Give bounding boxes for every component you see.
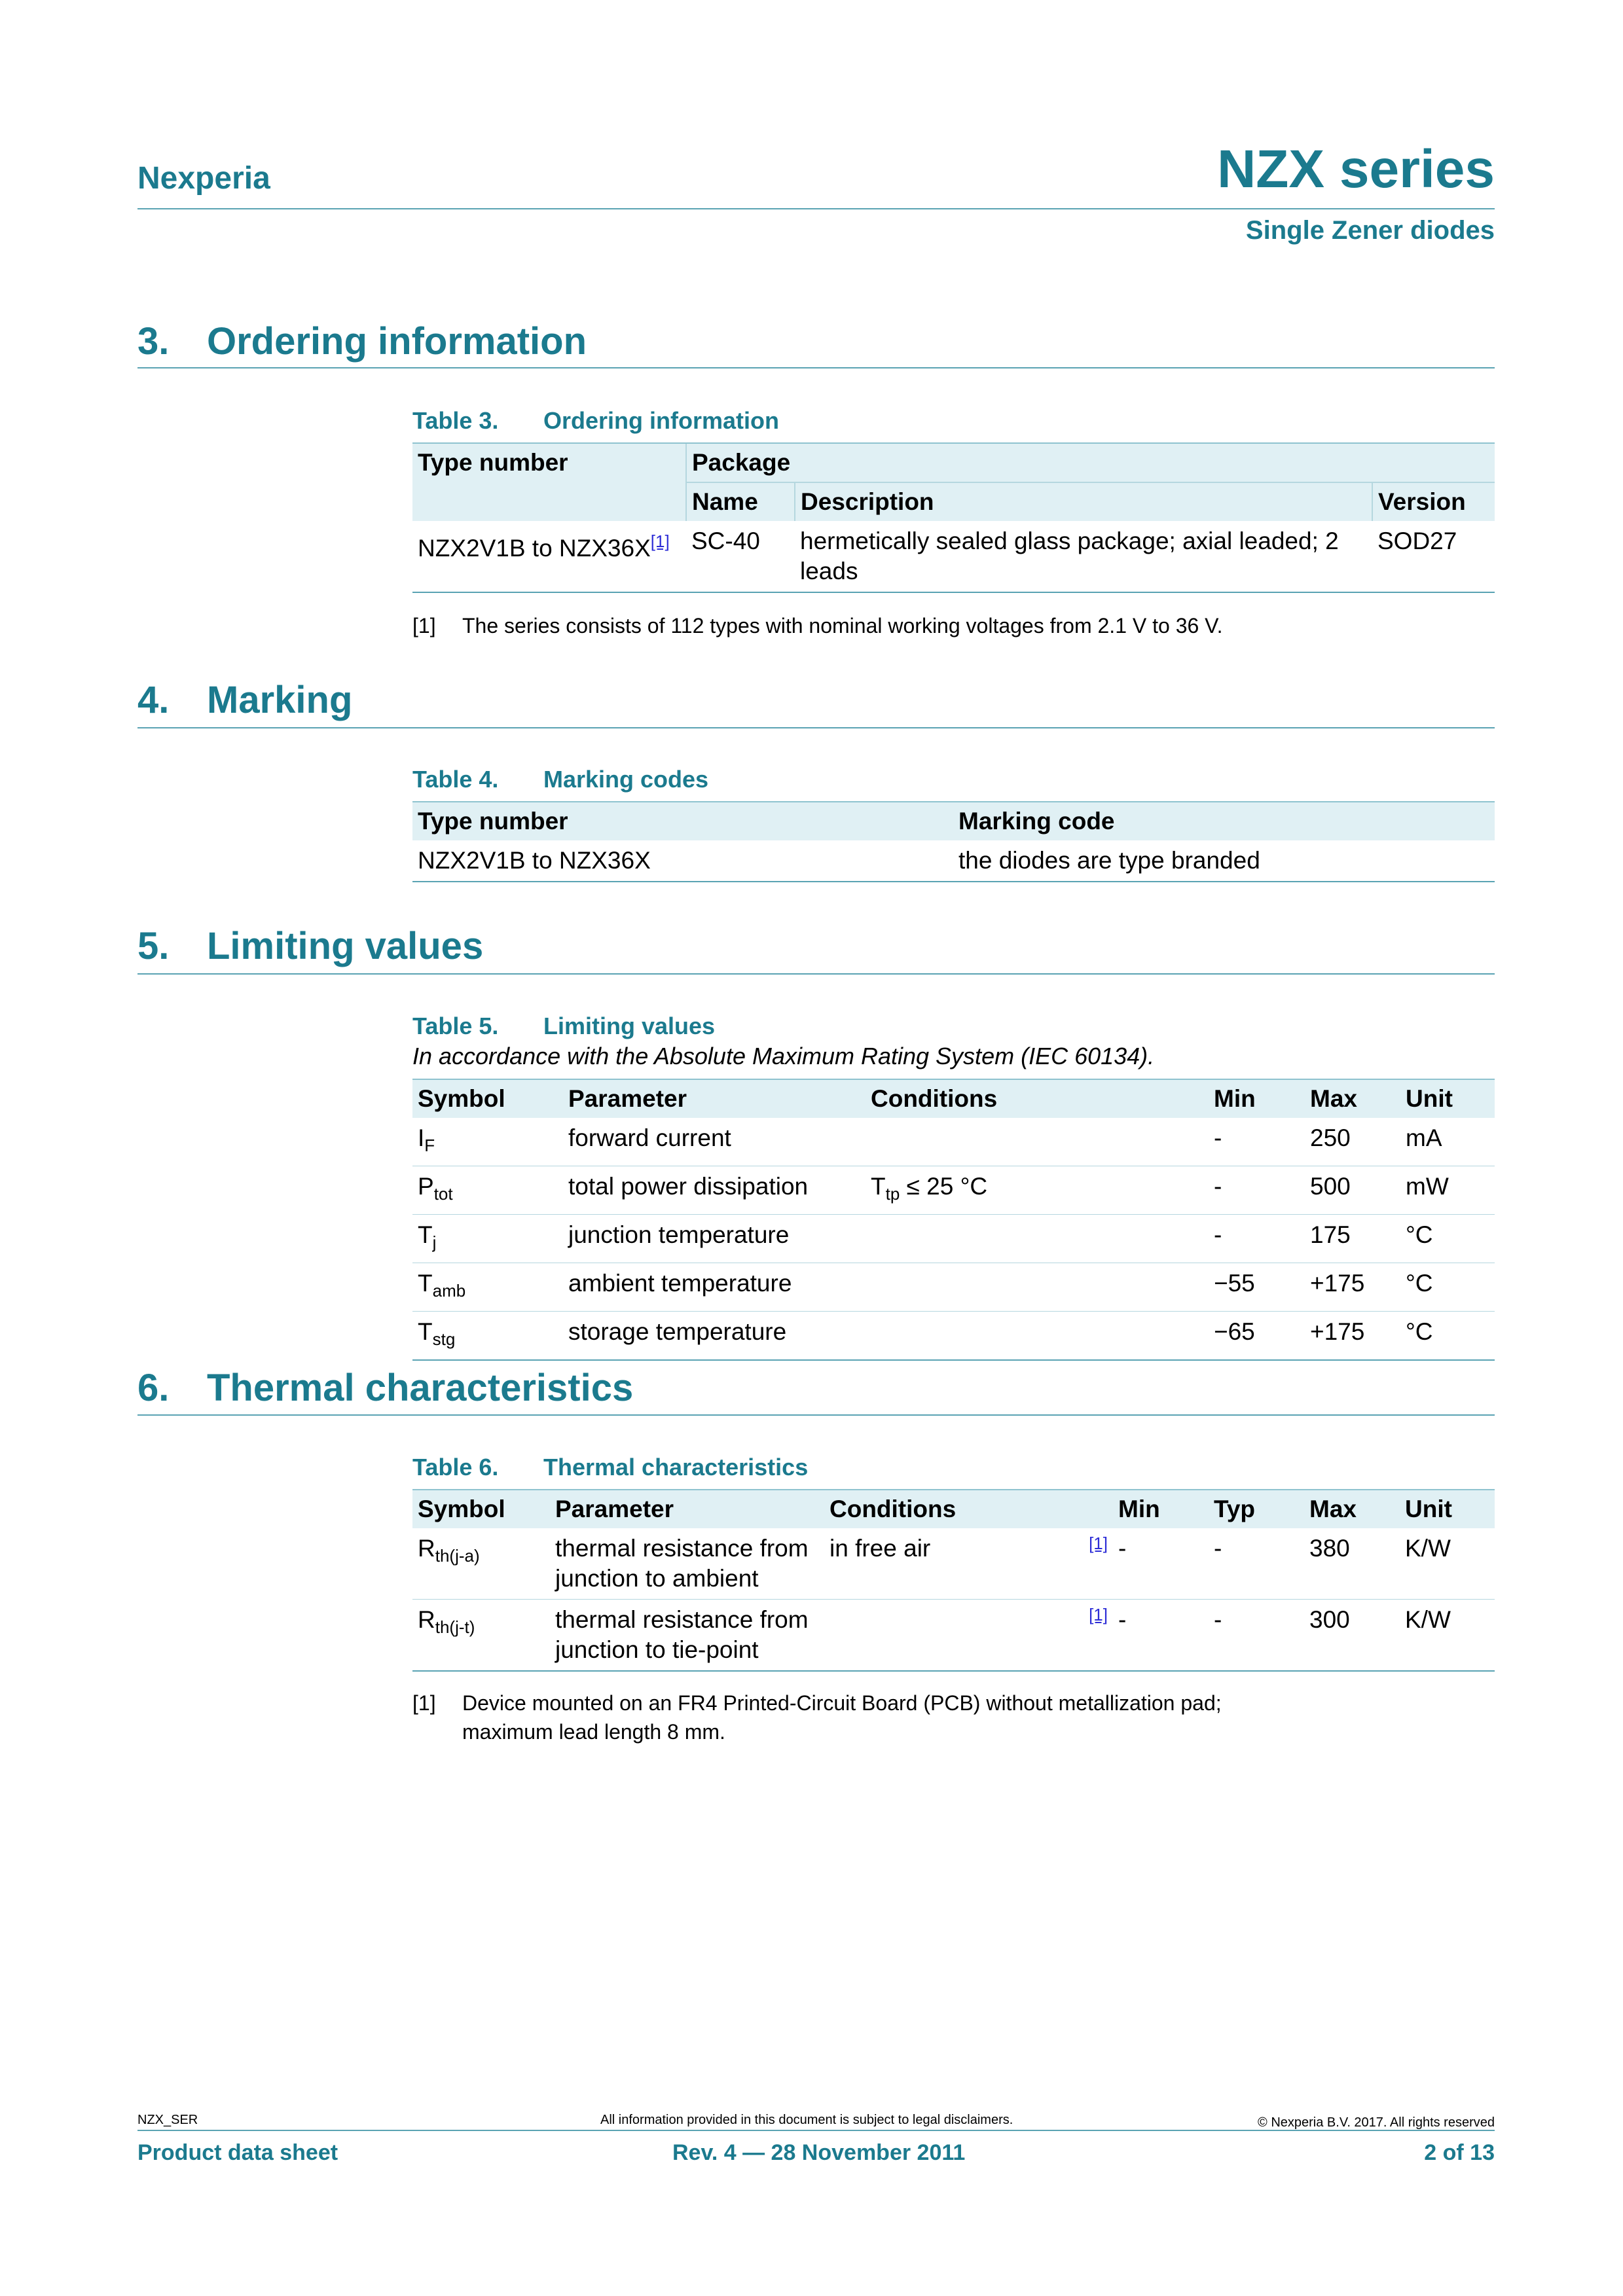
condition-symbol: T <box>871 1173 886 1200</box>
table-row <box>412 1215 1495 1263</box>
min-cell: −65 <box>1209 1312 1305 1361</box>
table-caption <box>412 1013 715 1040</box>
max-cell: 500 <box>1305 1166 1400 1215</box>
parameter-cell: ambient temperature <box>563 1263 866 1312</box>
column-header: Type number <box>412 802 953 840</box>
unit-cell: mA <box>1400 1118 1495 1166</box>
table-number: Table 6. <box>412 1454 499 1480</box>
column-header: Symbol <box>412 1490 550 1528</box>
column-header: Symbol <box>412 1079 563 1118</box>
symbol-subscript: tot <box>433 1184 453 1204</box>
max-cell: 175 <box>1305 1215 1400 1263</box>
unit-cell: K/W <box>1400 1600 1495 1672</box>
section-limiting-values <box>137 924 483 968</box>
symbol-letter: P <box>418 1173 434 1200</box>
symbol-subscript: stg <box>432 1329 456 1349</box>
section-thermal-characteristics <box>137 1366 633 1410</box>
typ-cell: - <box>1209 1528 1304 1600</box>
section-rule <box>137 973 1495 975</box>
conditions-cell <box>866 1312 1209 1361</box>
parameter-cell: thermal resistance from junction to ambient <box>550 1528 824 1600</box>
table-cell: SC-40 <box>686 521 795 592</box>
footnote-link[interactable]: [1] <box>1089 1534 1108 1553</box>
symbol-cell <box>412 1166 563 1215</box>
table-row <box>412 1312 1495 1361</box>
max-cell: 250 <box>1305 1118 1400 1166</box>
column-header: Typ <box>1209 1490 1304 1528</box>
max-cell: +175 <box>1305 1312 1400 1361</box>
unit-cell: °C <box>1400 1263 1495 1312</box>
table-number: Table 4. <box>412 766 499 793</box>
marking-codes-table <box>412 801 1495 882</box>
section-number: 4. <box>137 679 170 721</box>
table-row <box>412 1263 1495 1312</box>
table-row <box>412 1166 1495 1215</box>
symbol-cell <box>412 1312 563 1361</box>
section-title: Thermal characteristics <box>207 1367 634 1409</box>
column-header: Parameter <box>563 1079 866 1118</box>
section-ordering-information <box>137 319 587 363</box>
table-caption-text: Ordering information <box>543 407 779 434</box>
parameter-cell: junction temperature <box>563 1215 866 1263</box>
table-caption <box>412 766 708 793</box>
condition-value: ≤ 25 °C <box>900 1173 988 1200</box>
section-title: Marking <box>207 679 353 721</box>
symbol-cell <box>412 1263 563 1312</box>
ordering-information-table <box>412 442 1495 593</box>
document-subtitle: Single Zener diodes <box>1245 216 1495 245</box>
type-number-value: NZX2V1B to NZX36X <box>418 535 651 562</box>
table-cell: SOD27 <box>1372 521 1495 592</box>
table-number: Table 5. <box>412 1013 499 1039</box>
symbol-cell <box>412 1215 563 1263</box>
column-header: Description <box>795 482 1372 521</box>
column-header: Max <box>1304 1490 1400 1528</box>
footer-disclaimer: All information provided in this document is subject to legal disclaimers. <box>600 2113 1013 2127</box>
section-title: Limiting values <box>207 925 484 967</box>
table-row <box>412 521 1495 592</box>
section-rule <box>137 1414 1495 1416</box>
parameter-cell: forward current <box>563 1118 866 1166</box>
table-number: Table 3. <box>412 407 499 434</box>
conditions-cell <box>824 1528 1113 1600</box>
symbol-subscript: j <box>432 1232 437 1252</box>
min-cell: - <box>1209 1215 1305 1263</box>
column-header: Marking code <box>953 802 1495 840</box>
symbol-letter: R <box>418 1606 435 1633</box>
symbol-subscript: amb <box>432 1281 466 1300</box>
table-footnote <box>412 1689 1281 1746</box>
table-row <box>412 1600 1495 1672</box>
conditions-cell <box>866 1118 1209 1166</box>
min-cell: - <box>1113 1528 1209 1600</box>
table-cell <box>412 521 686 592</box>
table-caption <box>412 1454 808 1481</box>
table-subcaption: In accordance with the Absolute Maximum Rating System (IEC 60134). <box>412 1043 1155 1069</box>
section-marking <box>137 678 352 722</box>
symbol-subscript: th(j-t) <box>435 1617 475 1637</box>
conditions-cell <box>824 1600 1113 1672</box>
column-header: Max <box>1305 1079 1400 1118</box>
table-caption-text: Thermal characteristics <box>543 1454 809 1480</box>
column-header: Unit <box>1400 1079 1495 1118</box>
limiting-values-table <box>412 1079 1495 1361</box>
conditions-cell <box>866 1263 1209 1312</box>
symbol-letter: T <box>418 1221 433 1248</box>
column-header: Conditions <box>866 1079 1209 1118</box>
footnote-link[interactable]: [1] <box>1089 1605 1108 1624</box>
parameter-cell: thermal resistance from junction to tie-point <box>550 1600 824 1672</box>
symbol-cell <box>412 1528 550 1600</box>
table-cell: NZX2V1B to NZX36X <box>412 840 953 882</box>
footer-rule <box>137 2130 1495 2131</box>
footnote-key: [1] <box>412 614 436 637</box>
thermal-characteristics-table <box>412 1489 1495 1672</box>
table-footnote <box>412 611 1281 640</box>
condition-value: in free air <box>830 1535 931 1562</box>
max-cell: 300 <box>1304 1600 1400 1672</box>
footnote-text: The series consists of 112 types with nominal working voltages from 2.1 V to 36 V. <box>462 614 1223 637</box>
column-header: Min <box>1209 1079 1305 1118</box>
column-header: Conditions <box>824 1490 1113 1528</box>
table-row <box>412 840 1495 882</box>
table-row <box>412 1528 1495 1600</box>
max-cell: 380 <box>1304 1528 1400 1600</box>
symbol-letter: I <box>418 1124 425 1151</box>
conditions-cell <box>866 1215 1209 1263</box>
typ-cell: - <box>1209 1600 1304 1672</box>
table-row <box>412 1118 1495 1166</box>
max-cell: +175 <box>1305 1263 1400 1312</box>
section-number: 6. <box>137 1367 170 1409</box>
min-cell: - <box>1209 1118 1305 1166</box>
section-rule <box>137 367 1495 368</box>
column-header: Min <box>1113 1490 1209 1528</box>
symbol-letter: T <box>418 1270 433 1297</box>
table-cell: the diodes are type branded <box>953 840 1495 882</box>
footnote-text: Device mounted on an FR4 Printed-Circuit Board (PCB) without metallization pad; maximum lead length 8 mm. <box>462 1691 1222 1744</box>
section-number: 5. <box>137 925 170 967</box>
unit-cell: mW <box>1400 1166 1495 1215</box>
footer-revision: Rev. 4 — 28 November 2011 <box>672 2140 966 2165</box>
min-cell: −55 <box>1209 1263 1305 1312</box>
footnote-link[interactable]: [1] <box>650 531 670 551</box>
section-title: Ordering information <box>207 320 587 363</box>
symbol-letter: T <box>418 1318 433 1345</box>
symbol-cell <box>412 1118 563 1166</box>
column-header: Package <box>686 443 1495 482</box>
footer-page-number: 2 of 13 <box>1424 2140 1495 2165</box>
parameter-cell: total power dissipation <box>563 1166 866 1215</box>
symbol-subscript: th(j-a) <box>435 1546 480 1566</box>
min-cell: - <box>1113 1600 1209 1672</box>
table-cell: hermetically sealed glass package; axial leaded; 2 leads <box>795 521 1372 592</box>
column-header: Unit <box>1400 1490 1495 1528</box>
column-header: Type number <box>412 443 686 521</box>
section-number: 3. <box>137 320 170 363</box>
unit-cell: K/W <box>1400 1528 1495 1600</box>
brand-name: Nexperia <box>137 161 270 196</box>
conditions-cell <box>866 1166 1209 1215</box>
table-caption <box>412 407 779 435</box>
footnote-key: [1] <box>412 1691 436 1715</box>
parameter-cell: storage temperature <box>563 1312 866 1361</box>
section-rule <box>137 727 1495 728</box>
table-caption-text: Limiting values <box>543 1013 716 1039</box>
table-caption-text: Marking codes <box>543 766 709 793</box>
min-cell: - <box>1209 1166 1305 1215</box>
symbol-letter: R <box>418 1535 435 1562</box>
column-header: Version <box>1372 482 1495 521</box>
unit-cell: °C <box>1400 1312 1495 1361</box>
footer-doc-id: NZX_SER <box>137 2113 198 2127</box>
column-header: Parameter <box>550 1490 824 1528</box>
condition-subscript: tp <box>885 1184 900 1204</box>
header-rule <box>137 208 1495 209</box>
unit-cell: °C <box>1400 1215 1495 1263</box>
footer-doc-type: Product data sheet <box>137 2140 338 2165</box>
column-header: Name <box>686 482 795 521</box>
symbol-subscript: F <box>424 1136 435 1155</box>
footer-copyright: © Nexperia B.V. 2017. All rights reserved <box>1258 2115 1495 2130</box>
symbol-cell <box>412 1600 550 1672</box>
document-title: NZX series <box>1217 139 1495 199</box>
